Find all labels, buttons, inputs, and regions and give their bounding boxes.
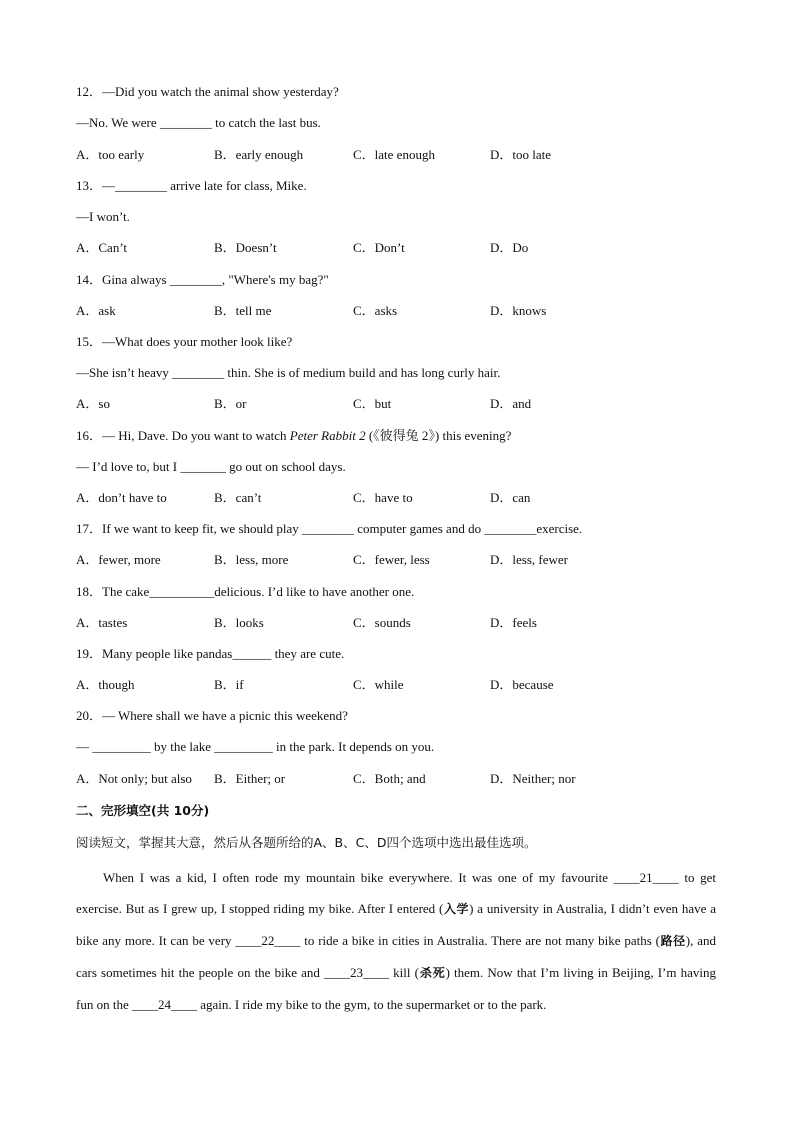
passage-text: When I was a kid, I often rode my mountain bike everywhere. It was one of my favourite [103, 870, 614, 885]
option-a: A．though [76, 677, 135, 692]
question-20-stem: 20．— Where shall we have a picnic this weekend? [76, 708, 348, 723]
gloss-kill: 杀死 [418, 966, 446, 980]
passage-text: ), and cars sometimes hit the people on the bike and [76, 933, 716, 980]
option-b: B．tell me [214, 303, 272, 318]
question-19-options [76, 677, 716, 693]
question-12-stem: 12．—Did you watch the animal show yesterday? [76, 84, 339, 99]
section-heading: 二、完形填空(共 10分) [76, 803, 210, 818]
blank-24: ____24____ [131, 997, 197, 1012]
question-19-stem: 19．Many people like pandas______ they are cute. [76, 646, 345, 661]
section-instruction: 阅读短文，掌握其大意，然后从各题所给的A、B、C、D四个选项中选出最佳选项。 [76, 835, 537, 850]
gloss-enter: 入学 [443, 902, 470, 916]
option-a: A．Not only; but also [76, 771, 192, 786]
option-d: D．can [490, 490, 531, 505]
passage-text: to ride a bike in cities in Australia. There are not many bike paths ( [300, 933, 660, 948]
question-14-options [76, 303, 716, 319]
question-14-stem: 14．Gina always ________, "Where's my bag?" [76, 272, 329, 287]
option-c: C．asks [353, 303, 398, 318]
option-c: C．Both; and [353, 771, 426, 786]
option-a: A．Can’t [76, 240, 128, 255]
question-12-options [76, 147, 716, 163]
gloss-paths: 路径 [659, 934, 686, 948]
question-15-stem: 15．—What does your mother look like? [76, 334, 293, 349]
option-b: B．or [214, 396, 247, 411]
option-a: A．ask [76, 303, 116, 318]
cloze-passage [76, 862, 716, 1020]
question-20-options [76, 771, 716, 787]
option-c: C．Don’t [353, 240, 405, 255]
question-15-options [76, 396, 716, 412]
option-a: A．fewer, more [76, 552, 161, 567]
question-20-reply: — _________ by the lake _________ in the park. It depends on you. [76, 739, 435, 754]
option-a: A．too early [76, 147, 145, 162]
question-18-stem: 18．The cake__________delicious. I’d like to have another one. [76, 584, 415, 599]
passage-text: to get exercise. But as I grew up, I stopped riding my bike. After I entered ( [76, 870, 717, 916]
question-15-reply: —She isn’t heavy ________ thin. She is of medium build and has long curly hair. [76, 365, 501, 380]
question-16-stem-text: 16．— Hi, Dave. Do you want to watch [76, 428, 290, 443]
question-16-reply: — I’d love to, but I _______ go out on school days. [76, 459, 346, 474]
option-d: D．Do [490, 240, 529, 255]
option-d: D．and [490, 396, 532, 411]
question-17-stem: 17．If we want to keep fit, we should play ________ computer games and do ________exercise. [76, 521, 583, 536]
option-d: D．Neither; nor [490, 771, 576, 786]
option-b: B．Doesn’t [214, 240, 277, 255]
option-a: A．tastes [76, 615, 128, 630]
question-17-options [76, 552, 716, 568]
passage-text: kill ( [389, 965, 419, 980]
option-d: D．too late [490, 147, 552, 162]
option-d: D．less, fewer [490, 552, 568, 567]
option-b: B．looks [214, 615, 264, 630]
option-b: B．can’t [214, 490, 262, 505]
question-13-options [76, 240, 716, 256]
question-16-stem [76, 428, 511, 444]
passage-paragraph [76, 862, 716, 1020]
option-c: C．while [353, 677, 404, 692]
option-b: B．Either; or [214, 771, 286, 786]
option-b: B．less, more [214, 552, 289, 567]
option-d: D．because [490, 677, 554, 692]
blank-21: ____21____ [613, 870, 679, 885]
option-c: C．sounds [353, 615, 411, 630]
blank-23: ____23____ [324, 965, 389, 980]
question-16-stem-tail: (《彼得兔 2》) this evening? [365, 428, 512, 443]
passage-text: again. I ride my bike to the gym, to the supermarket or to the park. [196, 997, 547, 1012]
option-c: C．fewer, less [353, 552, 430, 567]
question-13-stem: 13．—________ arrive late for class, Mike. [76, 178, 307, 193]
option-c: C．late enough [353, 147, 435, 162]
question-16-options [76, 490, 716, 506]
movie-title: Peter Rabbit 2 [289, 428, 366, 443]
option-d: D．knows [490, 303, 547, 318]
option-a: A．so [76, 396, 110, 411]
passage-text: ) a university in Australia, I didn’t even have a bike any more. It can be very [76, 901, 716, 948]
question-12-reply: —No. We were ________ to catch the last bus. [76, 115, 321, 130]
option-d: D．feels [490, 615, 537, 630]
option-c: C．have to [353, 490, 413, 505]
question-13-reply: —I won’t. [76, 209, 130, 224]
option-b: B．early enough [214, 147, 304, 162]
question-18-options [76, 615, 716, 631]
blank-22: ____22____ [235, 933, 301, 948]
passage-text: ) them. Now that I’m living in Beijing, I’m having fun on the [76, 965, 716, 1012]
option-a: A．don’t have to [76, 490, 167, 505]
option-b: B．if [214, 677, 244, 692]
option-c: C．but [353, 396, 392, 411]
